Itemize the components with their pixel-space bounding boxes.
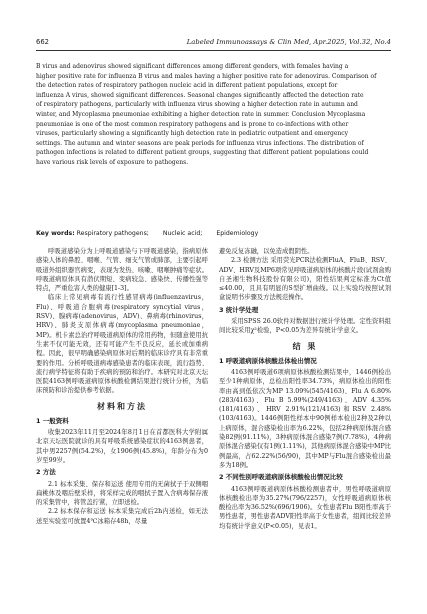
subsection-heading: 1 呼吸道病原体核酸总体检出情况 <box>219 356 317 365</box>
intro-paragraph: 临床上常见病毒有流行性感冒病毒(influenzavirus，Flu)、呼吸道合胞病毒(respiratory syncytial virus，RSV)、腺病毒(adenovirus，ADV)、鼻病毒(rhinovirus，HRV)、肺炎支原体病毒(mycoplasma pneumoniae，MP)。机卡素总治疗呼吸道病原体的常用药物，但随意使用抗生素不仅可能无效，还有可能产生不良反应，延长或加重病程。因此，很早明确感染病原体对后期的临床诊疗具有非常重要的作用。分析呼吸道病毒感染患者的临床表现，流行趋势、流行病学特征将有助于疾病的预防和治疗。本研究对北京天坛医院4163例呼吸道病原体核酸检测结果进行统计分析，为临床预防和诊治提供参考依据。 <box>36 294 208 395</box>
abstract-line: B virus and adenovirus showed significant differences among different genders, with females having a <box>36 63 349 70</box>
subsubsection-heading: 2.3 检测方法 <box>231 257 269 265</box>
keywords-label: Key words: <box>36 230 75 237</box>
english-abstract <box>36 62 391 168</box>
body-paragraph: 采用SPSS 26.0软件对数据进行统计学处理。定性资料组间比较采用χ²检验，P<0.05为差异有统计学意义。 <box>219 318 391 335</box>
section-title-methods: 材料和方法 <box>97 401 147 411</box>
subsection-heading: 1 一般资料 <box>36 416 69 425</box>
abstract-line: influenza A virus, showed significant differences. Seasonal changes significantly affected the detection rate <box>36 91 364 99</box>
keywords <box>36 230 391 237</box>
body-paragraph <box>36 507 208 526</box>
journal-citation: Labeled Immunoassays & Clin Med, Apr.2025, Vol.32, No.4 <box>186 38 391 46</box>
abstract-line: the detection rates of respiratory pathogen nucleic acid in different patient populations, except for <box>36 82 338 90</box>
abstract-line: higher positive rate for influenza B virus and males having a higher positive rate for adenovirus. Comparison of <box>36 72 377 80</box>
subsubsection-heading: 2.1 标本采集、保存和运送 <box>48 480 124 488</box>
subsection-heading: 2 方法 <box>36 468 56 477</box>
body-paragraph <box>36 480 208 508</box>
body-paragraph <box>219 256 391 302</box>
body-text: 采用荧光PCR法检测FluA、FluB、RSV、ADV、HRV及MP6项常见呼吸道病原体的核酸片段(试剂盒购自圣湘生物科技股份有限公司)，阳性结果判定标准为Ct值≤40.00，且具有明显的S型扩增曲线。以上实验均按照试剂盒说明书步骤及方法规范操作。 <box>219 257 391 302</box>
abstract-line: viruses, particularly showing a significantly high detection rate in pediatric outpatient and emergency <box>36 130 348 138</box>
section-title-results: 结 果 <box>292 341 318 351</box>
abstract-line: have various risk levels of exposure to pathogens. <box>36 158 189 166</box>
page-number: 662 <box>36 38 49 46</box>
keyword: Nucleic acid; <box>162 230 203 237</box>
abstract-line: settings. The autumn and winter seasons are peak periods for influenza virus infections. The distribution of <box>36 139 364 147</box>
subsection-heading: 3 统计学处理 <box>219 305 259 314</box>
abstract-line: of respiratory pathogens, particularly with influenza virus showing a higher detection rate in autumn and <box>36 101 358 109</box>
body-text: 标本采集完成后2h内送检，如无法送至实验室可放置4℃冰箱存48h，尽量 <box>36 508 208 525</box>
body-paragraph: 4163例呼吸道6项病原体核酸检测结果中，1446例检出至少1种病原体，总检出阳性率34.73%，病原体检出的阳性率由高到低依次为MP 13.09%(545/4163)、Flu A 6.80%(283/4163)、Flu B 5.99%(249/4163)、ADV 4.35%(181/4163)、HRV 2.91%(121/4163)和RSV 2.48%(103/4163)。1446例阳性样本中90例样本检出2种及2种以上病原体，混合感染检出率为6.22%，包括2种病原体混合感染82例(91.11%)，3种病原体混合感染7例(7.78%)，4种病原体混合感染仅有1例(1.11%)，其他病原体混合感染中MP比例最高，占62.22%(56/90)，其中MP与Flu混合感染检出最多为18例。 <box>219 368 391 469</box>
abstract-line: pneumoniae is one of the most common respiratory pathogens and is prone to co-infections with other <box>36 120 349 128</box>
body-paragraph: 收集2023年11月至2024年8月1日在首都医科大学附属北京天坛医院就诊的具有呼吸系统感染症状的4163例患者，其中男2257例(54.2%)，女1906例(45.8%)，年龄分布为0岁至99岁。 <box>36 429 208 464</box>
body-paragraph: 4163例呼吸道病原体核酸检测患者中，男性呼吸道病原体核酸检出率为35.27%(796/2257)，女性呼吸道病原体核酸检出率为36.52%(696/1906)。女性患者Flu B阳性率高于男性患者，男性患者ADV阳性率高于女性患者，组间比较差异均有统计学意义(P<0.05)，见表1。 <box>219 485 391 530</box>
intro-paragraph: 呼吸道感染分为上呼吸道感染与下呼吸道感染，指病原体感染人体的鼻腔、咽喉、气管、细支气管或肺部，主要引起呼吸道外组织器官病变，表现为发热、咳嗽、咽喉肿痛等症状。呼吸道病原体具有潜伏期短、变病较急、感染快、传播性强等特点，严重危害人类的健康[1-3]。 <box>36 248 208 293</box>
keyword: Epidemiology <box>216 230 259 237</box>
subsection-heading: 2 不同性别呼吸道病原体核酸检出情况比较 <box>219 473 343 482</box>
right-column <box>219 247 391 531</box>
keyword: Respiratory pathogens; <box>76 230 149 237</box>
body-text: 使用专用的无菌拭子于双侧咽扁桃体及咽后壁采样，将采样完成的咽拭子置入含病毒保存液的采集管中，将管盖拧紧，立即送检。 <box>36 480 208 507</box>
subsubsection-heading: 2.2 标本保存和运送 <box>48 508 107 516</box>
body-paragraph: 避免反复冻融，以免造成假阴性。 <box>219 248 314 255</box>
running-header <box>36 36 391 51</box>
left-column <box>36 247 208 526</box>
abstract-line: winter, and Mycoplasma pneumoniae exhibiting a higher detection rate in summer. Conclusion Mycoplasma <box>36 110 366 118</box>
abstract-line: pathogen infections is related to different patient groups, suggesting that different patient populations could <box>36 149 369 157</box>
